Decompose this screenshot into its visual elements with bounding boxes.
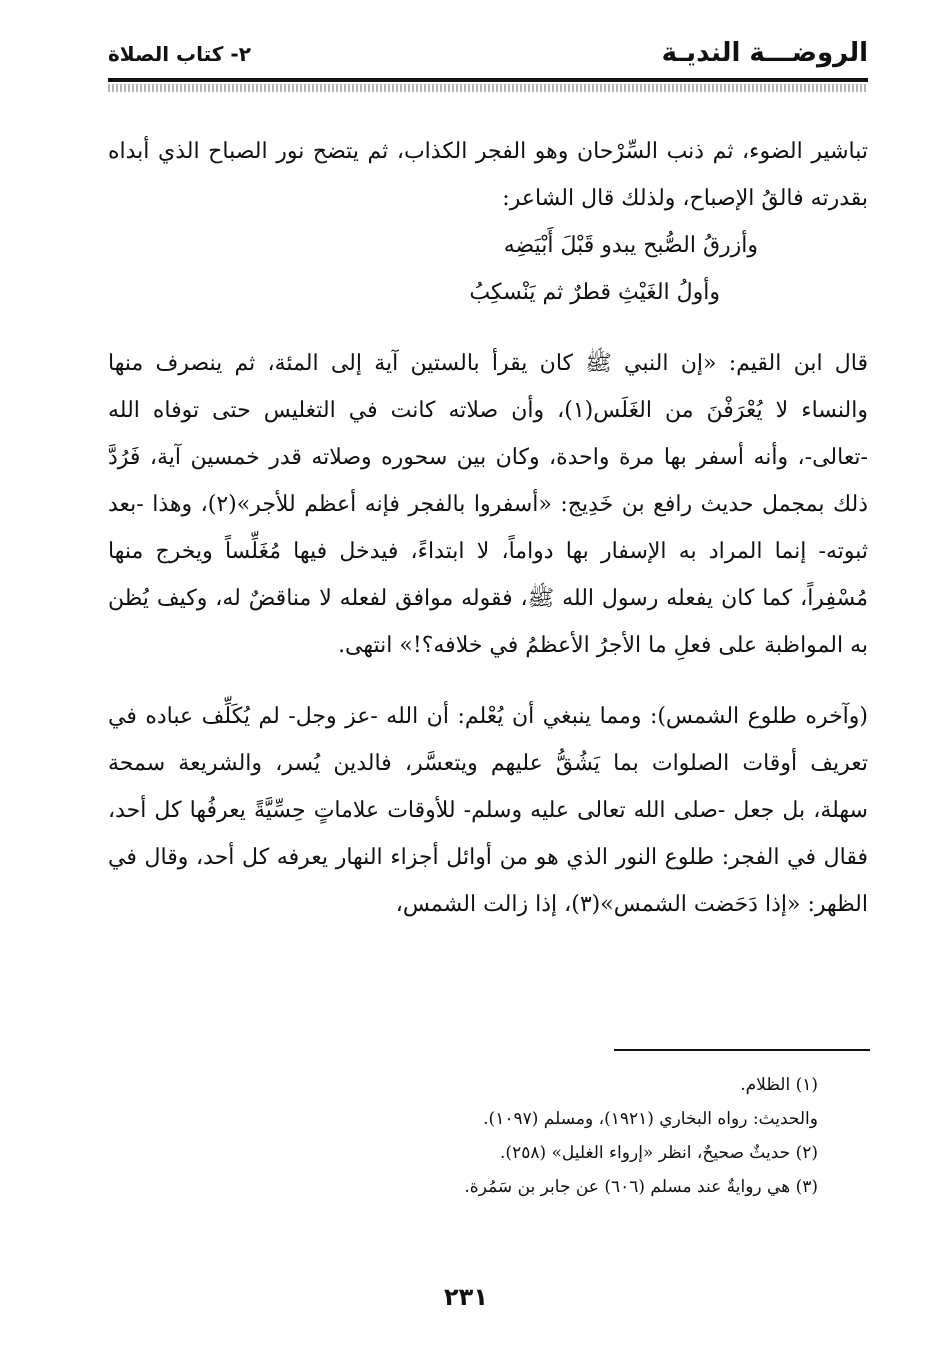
footnote-1: (١) الظلام. bbox=[740, 1075, 818, 1095]
footnotes bbox=[108, 1068, 818, 1204]
paragraph-gap bbox=[108, 316, 868, 340]
header-pattern-band bbox=[108, 84, 868, 92]
running-header bbox=[108, 34, 868, 78]
footnote-2: (٢) حديثٌ صحيحٌ، انظر «إرواء الغليل» (٢٥٨). bbox=[500, 1143, 818, 1163]
page-number: ٢٣١ bbox=[444, 1283, 488, 1311]
footnote-3: (٣) هي روايةٌ عند مسلم (٦٠٦) عن جابر بن سَمُرة. bbox=[464, 1177, 818, 1197]
paragraph-2: قال ابن القيم: «إن النبي ﷺ كان يقرأ بالستين آية إلى المئة، ثم ينصرف منها والنساء لا يُعْرَفْنَ من الغَلَس(١)، وأن صلاته كانت في التغليس حتى توفاه الله -تعالى-، وأنه أسفر بها مرة واحدة، وكان بين سحوره وصلاته قدر خمسين آية، فَرُدَّ ذلك بمجمل حديث رافع بن خَدِيج: «أسفروا بالفجر فإنه أعظم للأجر»(٢)، وهذا -بعد ثبوته- إنما المراد به الإسفار بها دواماً، لا ابتداءً، فيدخل فيها مُغَلِّساً ويخرج منها مُسْفِراً، كما كان يفعله رسول الله ﷺ، فقوله موافق لفعله لا مناقضٌ له، وكيف يُظن به المواظبة على فعلِ ما الأجرُ الأعظمُ في خلافه؟!» انتهى. bbox=[108, 351, 868, 658]
paragraph-3: (وآخره طلوع الشمس): ومما ينبغي أن يُعْلم: أن الله -عز وجل- لم يُكَلِّف عباده في تعريف أوقات الصلوات بما يَشُقُّ عليهم ويتعسَّر، فالدين يُسر، والشريعة سمحة سهلة، بل جعل -صلى الله تعالى عليه وسلم- للأوقات علاماتٍ حِسِّيَّةً يعرفُها كل أحد، فقال في الفجر: طلوع النور الذي هو من أوائل أجزاء النهار يعرفه كل أحد، وقال في الظهر: «إذا دَحَضت الشمس»(٣)، إذا زالت الشمس، bbox=[108, 704, 868, 917]
footnote-1-hadith: والحديث: رواه البخاري (١٩٢١)، ومسلم (١٠٩٧). bbox=[483, 1109, 818, 1129]
verse-line-2: وأولُ الغَيْثِ قطرٌ ثم يَنْسكِبُ bbox=[469, 280, 720, 305]
footnote-divider bbox=[614, 1049, 870, 1051]
paragraph-1: تباشير الضوء، ثم ذنب السِّرْحان وهو الفجر الكذاب، ثم يتضح نور الصباح الذي أبداه بقدرته فالقُ الإصباح، ولذلك قال الشاعر: bbox=[108, 139, 868, 211]
header-divider bbox=[108, 78, 868, 82]
main-text bbox=[108, 128, 868, 928]
book-title: الروضـــة النديـة bbox=[661, 38, 868, 68]
chapter-title: ٢- كتاب الصلاة bbox=[108, 42, 251, 66]
verse-line-1: وأزرقُ الصُّبح يبدو قَبْلَ أَبْيَضِه bbox=[503, 233, 758, 258]
paragraph-gap bbox=[108, 669, 868, 693]
